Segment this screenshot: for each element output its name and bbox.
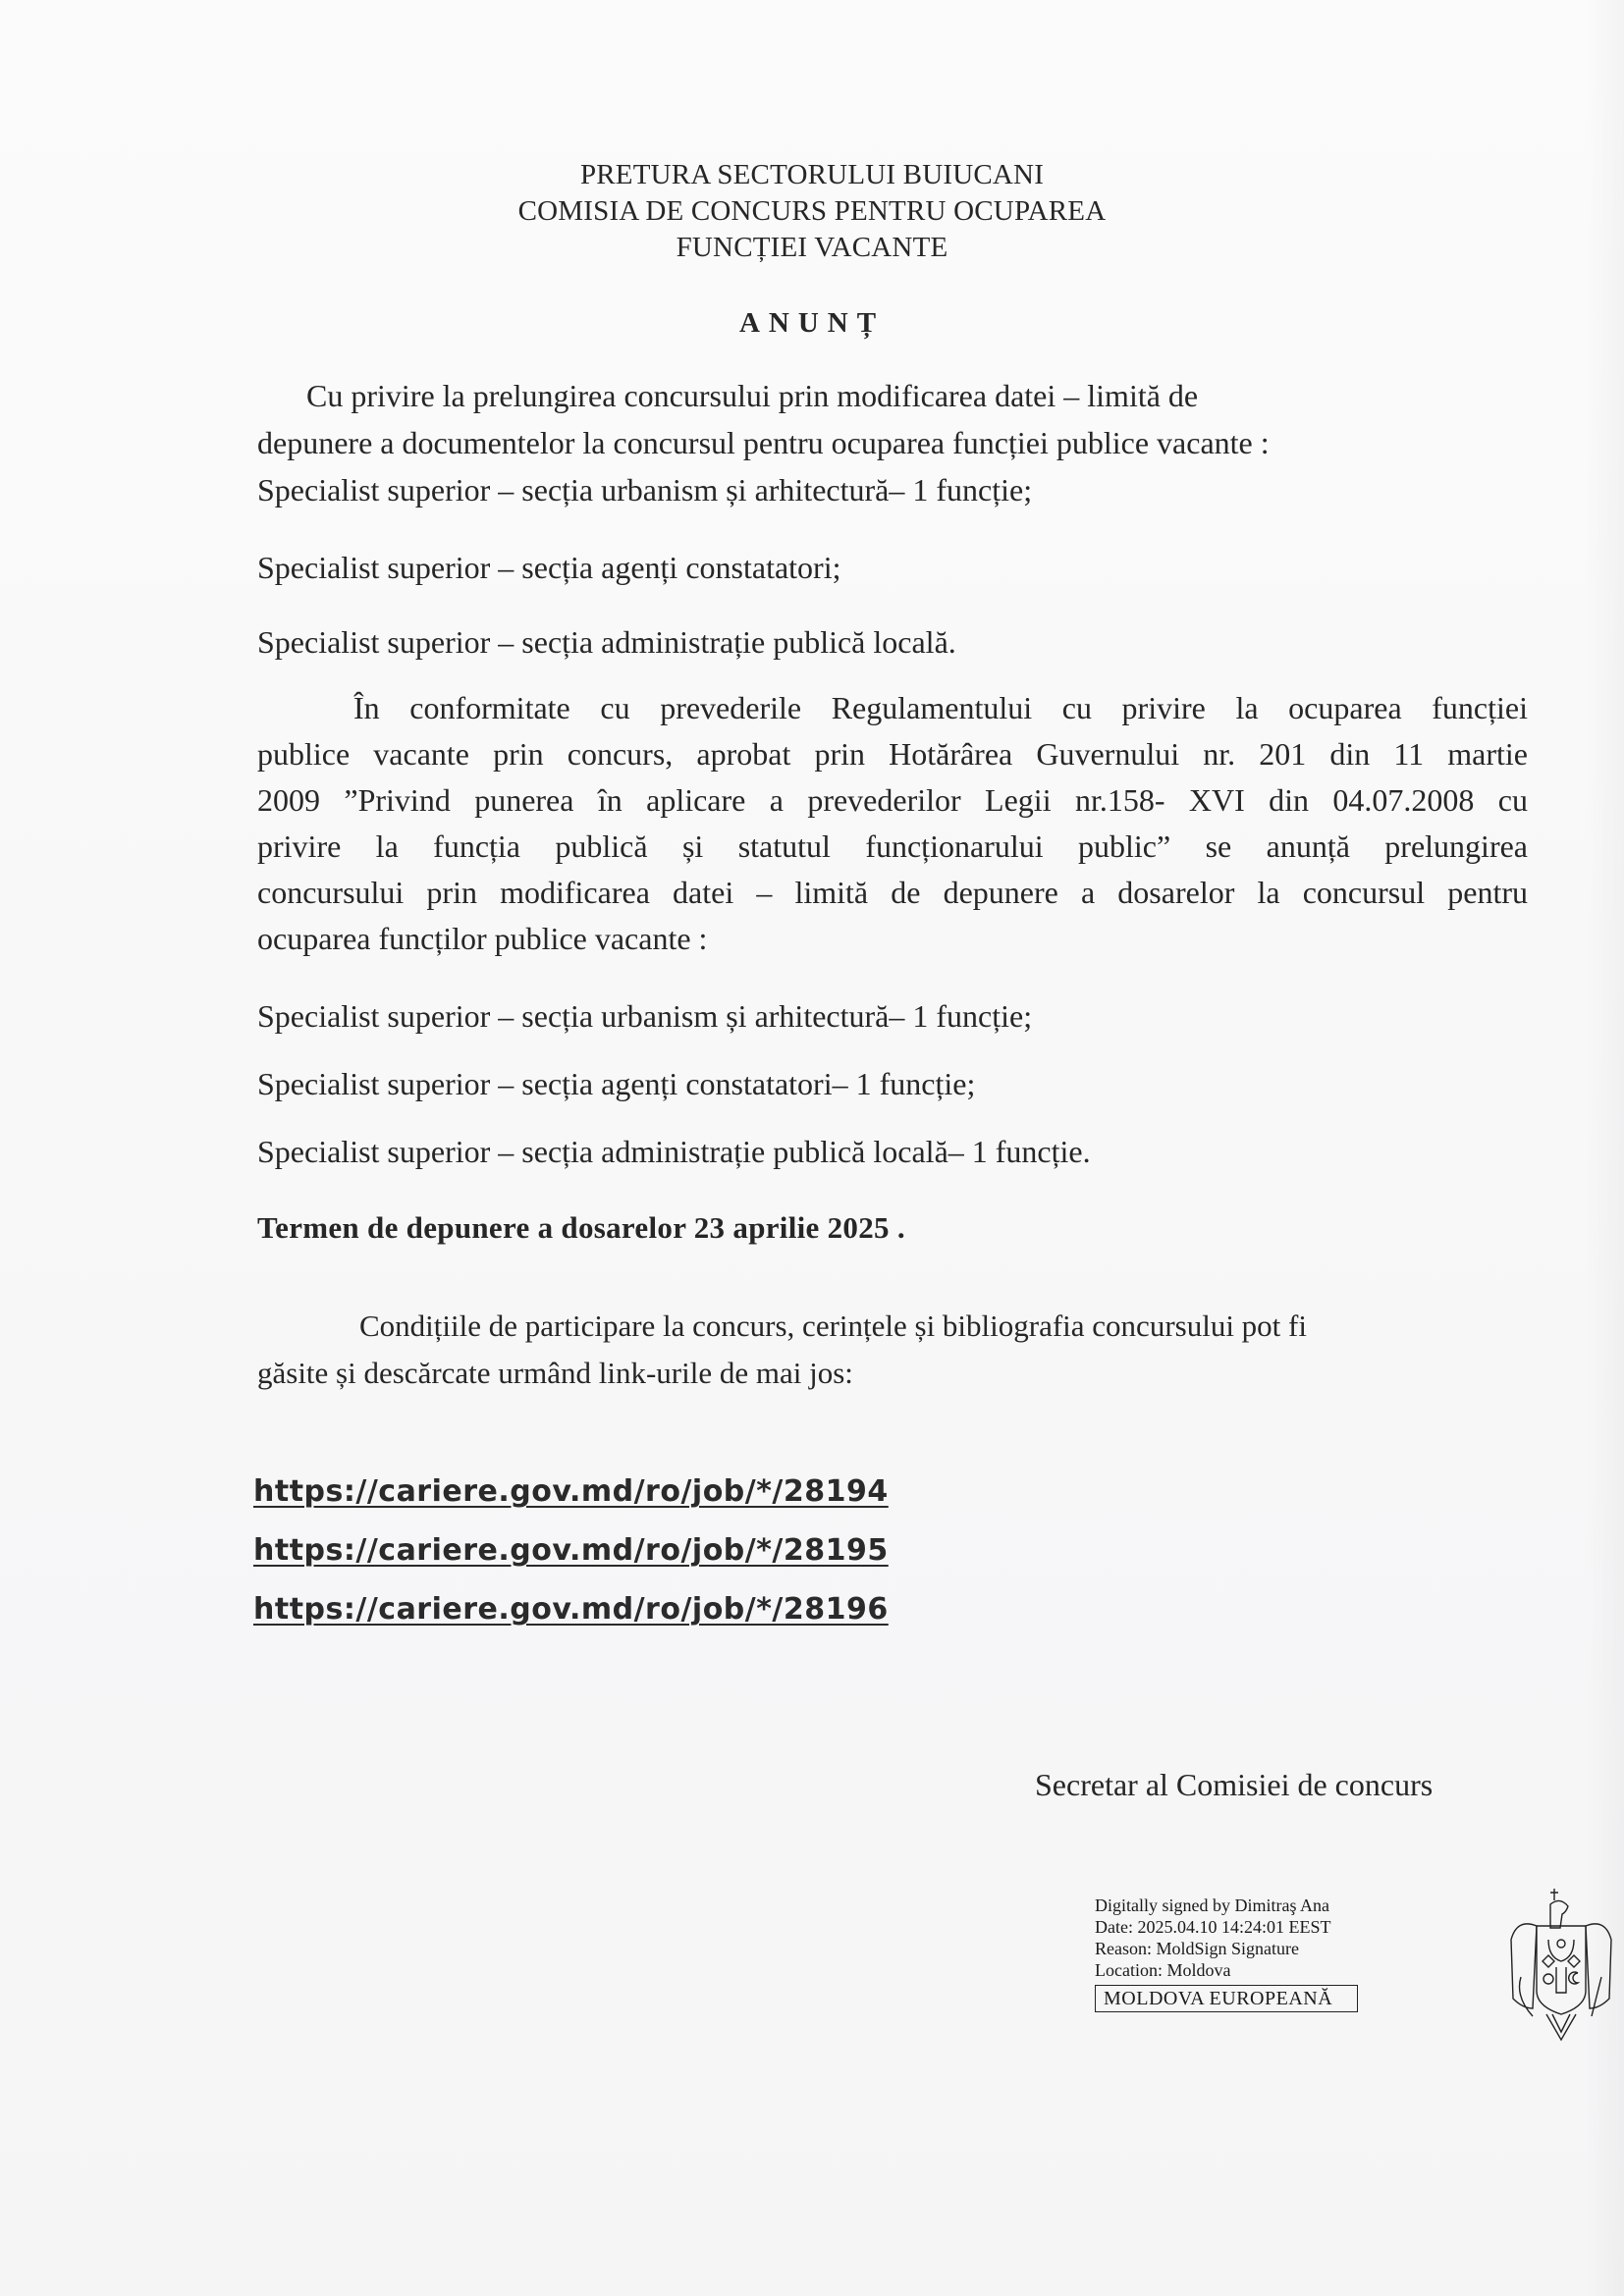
eagle-head-shape — [1550, 1900, 1568, 1928]
body-line-5-text: concursului prin modificarea datei – limită de depunere a dosarelor la concursul pentru — [257, 875, 1528, 910]
intro-position-1: Specialist superior – secția urbanism și arhitectură– 1 funcție; — [257, 472, 1033, 507]
body-position-1: Specialist superior – secția urbanism și arhitectură– 1 funcție; — [257, 998, 1033, 1034]
body-position-3: Specialist superior – secția administrație publică locală– 1 funcție. — [257, 1134, 1091, 1169]
signature-signed-by: Digitally signed by Dimitraş Ana — [1095, 1896, 1329, 1915]
intro-position-2: Specialist superior – secția agenți constatatori; — [257, 550, 841, 585]
mace-shape — [1592, 1977, 1601, 2016]
institution-name: PRETURA SECTORULUI BUIUCANI — [579, 159, 1045, 190]
body-line-5 — [257, 875, 1528, 911]
crescent-shape — [1569, 1972, 1578, 1984]
left-wing-shape — [1511, 1924, 1537, 2008]
body-line-4 — [257, 828, 1528, 865]
intro-line-2: depunere a documentelor la concursul pentru ocuparea funcției publice vacante : — [257, 425, 1270, 460]
commission-name-cont: FUNCȚIEI VACANTE — [676, 232, 948, 263]
cross-shape — [1550, 1889, 1558, 1900]
right-wing-shape — [1586, 1924, 1611, 2008]
moldova-coat-of-arms-icon — [1507, 1883, 1615, 2050]
aurochs-head-shape — [1556, 1967, 1566, 1993]
submission-deadline: Termen de depunere a dosarelor 23 aprilie 2025 . — [257, 1210, 905, 1245]
body-line-3-text: 2009 ”Privind punerea în aplicare a prevederilor Legii nr.158- XVI din 04.07.2008 cu — [257, 782, 1528, 818]
body-line-1 — [353, 690, 1528, 726]
body-line-3 — [257, 782, 1528, 819]
job-links — [253, 1463, 889, 1639]
job-link-28194[interactable]: https://cariere.gov.md/ro/job/*/28194 — [253, 1474, 889, 1509]
body-line-2-text: publice vacante prin concurs, aprobat prin Hotărârea Guvernului nr. 201 din 11 martie — [257, 736, 1528, 772]
star-shape — [1557, 1940, 1565, 1948]
intro-position-3: Specialist superior – secția administrație publică locală. — [257, 624, 956, 660]
body-line-2 — [257, 736, 1528, 773]
body-position-2: Specialist superior – secția agenți constatatori– 1 funcție; — [257, 1066, 976, 1101]
intro-line-1: Cu privire la prelungirea concursului prin modificarea datei – limită de — [306, 378, 1199, 413]
conditions-line-2: găsite și descărcate urmând link-urile de mai jos: — [257, 1356, 853, 1390]
signature-date: Date: 2025.04.10 14:24:01 EEST — [1095, 1917, 1331, 1937]
rose-shape — [1543, 1974, 1553, 1984]
body-line-4-text: privire la funcția publică și statutul funcționarului public” se anunță prelungirea — [257, 828, 1528, 864]
tail-shape — [1546, 2014, 1576, 2040]
digital-signature — [1095, 1895, 1358, 2012]
body-line-1-text: În conformitate cu prevederile Regulamentului cu privire la ocuparea funcției — [353, 690, 1528, 725]
document-title: ANUNȚ — [738, 307, 886, 339]
signature-location: Location: Moldova — [1095, 1960, 1231, 1980]
signature-stamp: MOLDOVA EUROPEANĂ — [1095, 1985, 1358, 2012]
olive-branch-shape — [1520, 1977, 1534, 2016]
signature-reason: Reason: MoldSign Signature — [1095, 1939, 1299, 1958]
commission-name: COMISIA DE CONCURS PENTRU OCUPAREA — [517, 195, 1107, 227]
signatory-title: Secretar al Comisiei de concurs — [1035, 1767, 1434, 1802]
job-link-28195[interactable]: https://cariere.gov.md/ro/job/*/28195 — [253, 1533, 889, 1568]
job-link-28196[interactable]: https://cariere.gov.md/ro/job/*/28196 — [253, 1592, 889, 1627]
body-line-6: ocuparea funcților publice vacante : — [257, 921, 708, 956]
document-header — [0, 157, 1624, 266]
conditions-line-1: Condițiile de participare la concurs, cerințele și bibliografia concursului pot fi — [359, 1308, 1307, 1343]
aurochs-horns-shape — [1548, 1940, 1574, 1961]
